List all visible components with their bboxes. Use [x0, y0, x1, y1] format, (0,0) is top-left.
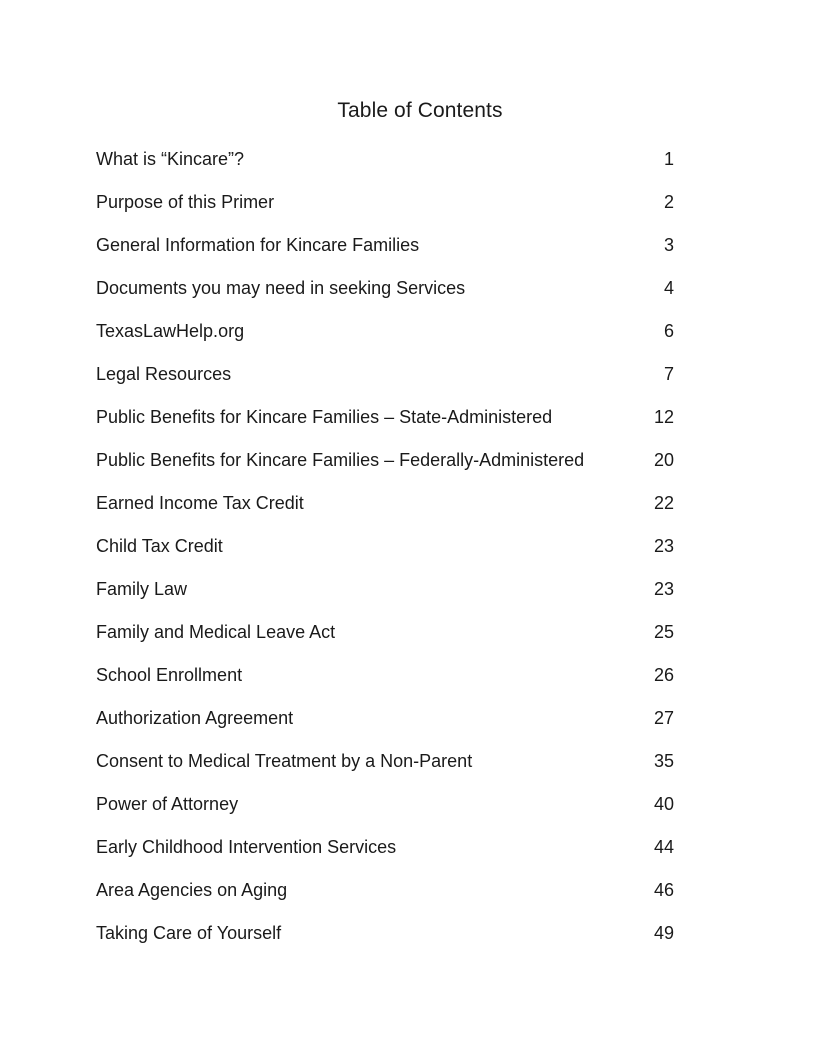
toc-entry-label: Public Benefits for Kincare Families – Federally-Administered [96, 450, 585, 470]
toc-list [96, 147, 674, 964]
toc-entry-page: 23 [653, 579, 674, 599]
toc-entry [96, 405, 674, 448]
toc-entry [96, 577, 674, 620]
toc-entry-page: 7 [663, 364, 674, 384]
toc-entry-page: 26 [653, 665, 674, 685]
toc-entry [96, 663, 674, 706]
toc-entry [96, 147, 674, 190]
toc-entry-page: 20 [653, 450, 674, 470]
toc-entry-label: Legal Resources [96, 364, 232, 384]
toc-entry-label: Power of Attorney [96, 794, 239, 814]
toc-entry-page: 44 [653, 837, 674, 857]
toc-entry-label: Earned Income Tax Credit [96, 493, 304, 513]
toc-entry-page: 40 [653, 794, 674, 814]
toc-entry-page: 3 [663, 235, 674, 255]
toc-entry-page: 22 [653, 493, 674, 513]
toc-entry [96, 706, 674, 749]
toc-entry-label: General Information for Kincare Families [96, 235, 420, 255]
toc-entry-label: What is “Kincare”? [96, 149, 245, 169]
toc-entry-page: 27 [653, 708, 674, 728]
toc-entry-label: TexasLawHelp.org [96, 321, 245, 341]
toc-entry-label: Area Agencies on Aging [96, 880, 288, 900]
toc-entry [96, 362, 674, 405]
toc-entry-label: School Enrollment [96, 665, 243, 685]
toc-entry-page: 1 [663, 149, 674, 169]
toc-entry [96, 835, 674, 878]
toc-entry-page: 12 [653, 407, 674, 427]
toc-entry-page: 23 [653, 536, 674, 556]
toc-entry-page: 35 [653, 751, 674, 771]
toc-entry-page: 46 [653, 880, 674, 900]
toc-entry [96, 276, 674, 319]
toc-entry-label: Taking Care of Yourself [96, 923, 282, 943]
toc-entry-page: 6 [663, 321, 674, 341]
toc-entry [96, 233, 674, 276]
toc-entry-label: Child Tax Credit [96, 536, 223, 556]
toc-entry [96, 319, 674, 362]
toc-entry-label: Documents you may need in seeking Services [96, 278, 466, 298]
toc-entry [96, 534, 674, 577]
toc-entry [96, 491, 674, 534]
toc-entry [96, 620, 674, 663]
toc-entry [96, 190, 674, 233]
toc-entry [96, 878, 674, 921]
toc-entry-label: Consent to Medical Treatment by a Non-Parent [96, 751, 473, 771]
toc-entry-page: 4 [663, 278, 674, 298]
toc-entry [96, 448, 674, 491]
toc-entry-label: Family Law [96, 579, 188, 599]
toc-entry-label: Authorization Agreement [96, 708, 294, 728]
toc-entry [96, 749, 674, 792]
page-title: Table of Contents [337, 99, 503, 122]
toc-entry-label: Public Benefits for Kincare Families – State-Administered [96, 407, 553, 427]
toc-entry-label: Purpose of this Primer [96, 192, 275, 212]
toc-entry-page: 49 [653, 923, 674, 943]
toc-entry-label: Early Childhood Intervention Services [96, 837, 397, 857]
toc-entry [96, 792, 674, 835]
toc-entry-page: 2 [663, 192, 674, 212]
toc-entry-label: Family and Medical Leave Act [96, 622, 336, 642]
toc-entry [96, 921, 674, 964]
toc-entry-page: 25 [653, 622, 674, 642]
